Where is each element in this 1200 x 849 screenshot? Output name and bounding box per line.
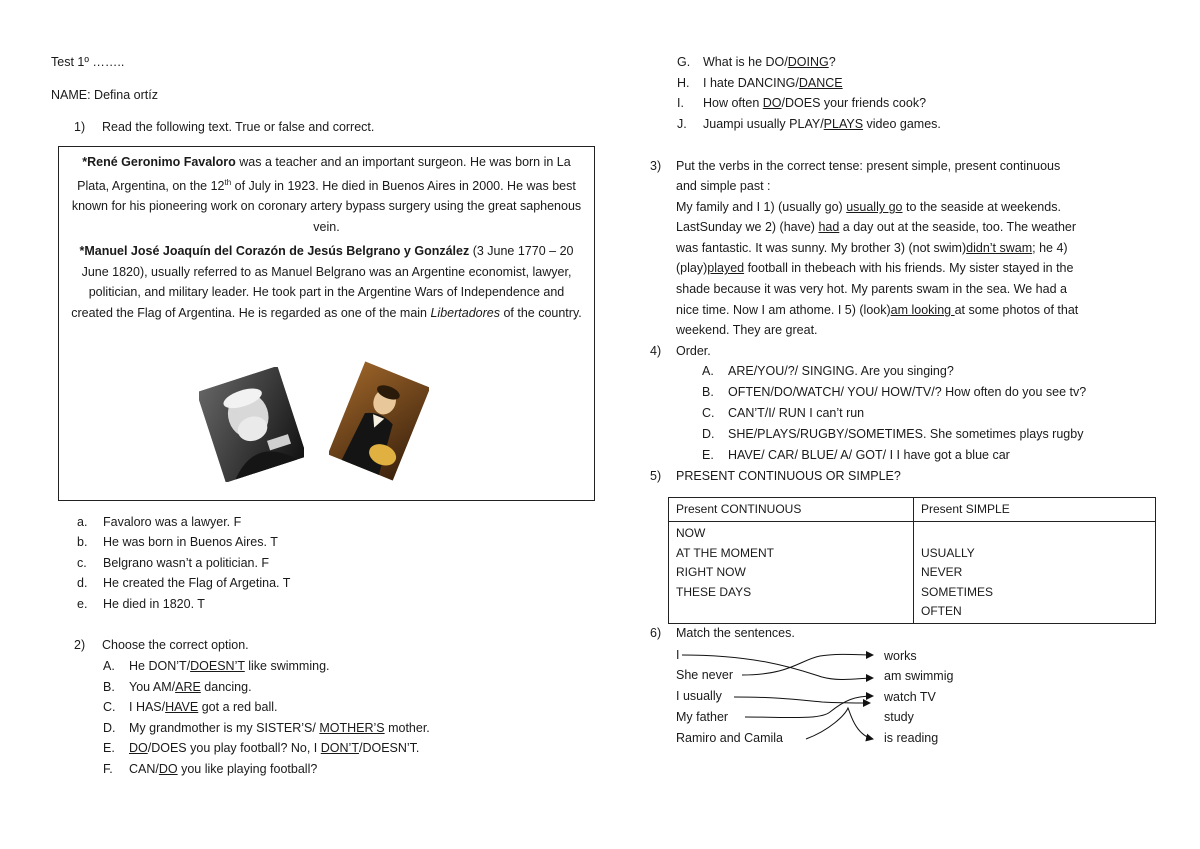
q1-instruction: Read the following text. True or false and correct. xyxy=(102,120,375,134)
belgrano-name: *Manuel José Joaquín del Corazón de Jesús Belgrano y González xyxy=(79,244,470,259)
q2-item-d: D. My grandmother is my SISTER’S/ MOTHER’S mother. xyxy=(103,721,430,735)
q2-item-h: H. I hate DANCING/DANCE xyxy=(677,76,843,90)
tf-item-b: b. He was born in Buenos Aires. T xyxy=(77,535,278,549)
match-line-1 xyxy=(682,655,873,680)
q4-item-e: E. HAVE/ CAR/ BLUE/ A/ GOT/ I I have got a blue car xyxy=(702,448,1010,462)
continuous-words: NOW AT THE MOMENT RIGHT NOW THESE DAYS xyxy=(669,522,914,624)
q4-item-a: A. ARE/YOU/?/ SINGING. Are you singing? xyxy=(702,364,954,378)
q2-item-b: B. You AM/ARE dancing. xyxy=(103,680,252,694)
favaloro-paragraph: *René Geronimo Favaloro was a teacher and an important surgeon. He was born in La Plata, Argentina, on the 12th of July in 1923. He died in Buenos Aires in 2000. He was best known for his pioneering work on coronary artery bypass surgery using the great saphenous vein. xyxy=(71,155,582,234)
q2-item-f: F. CAN/DO you like playing football? xyxy=(103,762,318,776)
student-name: NAME: Defina ortíz xyxy=(51,88,158,102)
q3-line-1: Put the verbs in the correct tense: present simple, present continuous xyxy=(676,159,1061,173)
match-left-5: Ramiro and Camila xyxy=(676,731,783,745)
q5-title: PRESENT CONTINUOUS OR SIMPLE? xyxy=(676,469,901,483)
match-right-4: study xyxy=(884,710,914,724)
q3-line-4: LastSunday we 2) (have) had a day out at the seaside, too. The weather xyxy=(676,220,1077,234)
match-line-5 xyxy=(806,708,873,739)
q3-line-2: and simple past : xyxy=(676,179,771,193)
q2-instruction: Choose the correct option. xyxy=(102,638,249,652)
q3-line-8: nice time. Now I am athome. I 5) (look)am looking at some photos of that xyxy=(676,303,1079,317)
match-line-4 xyxy=(745,696,873,718)
q2-item-g: G. What is he DO/DOING? xyxy=(677,55,836,69)
match-left-1: I xyxy=(676,648,680,662)
match-right-1: works xyxy=(884,649,917,663)
favaloro-name: *René Geronimo Favaloro xyxy=(82,155,236,169)
q2-item-j: J. Juampi usually PLAY/PLAYS video games. xyxy=(677,117,941,131)
match-left-4: My father xyxy=(676,710,729,724)
q2-item-i: I. How often DO/DOES your friends cook? xyxy=(677,96,927,110)
q5-number: 5) xyxy=(650,469,662,483)
match-right-3: watch TV xyxy=(884,690,936,704)
q3-number: 3) xyxy=(650,159,662,173)
tf-item-c: c. Belgrano wasn’t a politician. F xyxy=(77,556,270,570)
q4-title: Order. xyxy=(676,344,711,358)
q4-item-d: D. SHE/PLAYS/RUGBY/SOMETIMES. She sometimes plays rugby xyxy=(702,427,1084,441)
match-left-2: She never xyxy=(676,668,733,682)
q2-item-a: A. He DON’T/DOESN’T like swimming. xyxy=(103,659,330,673)
q4-number: 4) xyxy=(650,344,662,358)
header-present-simple: Present SIMPLE xyxy=(914,498,1156,522)
q6-number: 6) xyxy=(650,626,662,640)
q3-line-5: was fantastic. It was sunny. My brother 3) (not swim)didn’t swam; he 4) xyxy=(676,241,1068,255)
q3-line-6: (play)played football in thebeach with his friends. My sister stayed in the xyxy=(676,261,1074,275)
q2-item-e: E. DO/DOES you play football? No, I DON’T/DOESN’T. xyxy=(103,741,420,755)
tf-item-d: d. He created the Flag of Argetina. T xyxy=(77,576,291,590)
tf-item-e: e. He died in 1820. T xyxy=(77,597,205,611)
header-present-continuous: Present CONTINUOUS xyxy=(669,498,914,522)
q4-item-b: B. OFTEN/DO/WATCH/ YOU/ HOW/TV/? How often do you see tv? xyxy=(702,385,1087,399)
q2-number: 2) xyxy=(74,638,86,652)
q3-line-9: weekend. They are great. xyxy=(676,323,818,337)
q4-item-c: C. CAN’T/I/ RUN I can’t run xyxy=(702,406,865,420)
q1-number: 1) xyxy=(74,120,86,134)
test-title: Test 1º …….. xyxy=(51,55,125,69)
match-right-2: am swimmig xyxy=(884,669,954,683)
belgrano-paragraph: *Manuel José Joaquín del Corazón de Jesús Belgrano y González (3 June 1770 – 20 June 1820), usually referred to as Manuel Belgrano was an Argentine economist, lawyer, politician, and military leader. He took part in the Argentine Wars of Independence and created the Flag of Argentina. He is regarded as one of the main Libertadores of the country. xyxy=(71,244,582,320)
q3-line-3: My family and I 1) (usually go) usually go to the seaside at weekends. xyxy=(676,200,1061,214)
q2-item-c: C. I HAS/HAVE got a red ball. xyxy=(103,700,278,714)
tf-item-a: a. Favaloro was a lawyer. F xyxy=(77,515,242,529)
q6-title: Match the sentences. xyxy=(676,626,795,640)
simple-words: USUALLY NEVER SOMETIMES OFTEN xyxy=(914,522,1156,624)
match-right-5: is reading xyxy=(884,731,939,745)
q3-line-7: shade because it was very hot. My parents swam in the sea. We had a xyxy=(676,282,1067,296)
match-left-3: I usually xyxy=(676,689,722,703)
